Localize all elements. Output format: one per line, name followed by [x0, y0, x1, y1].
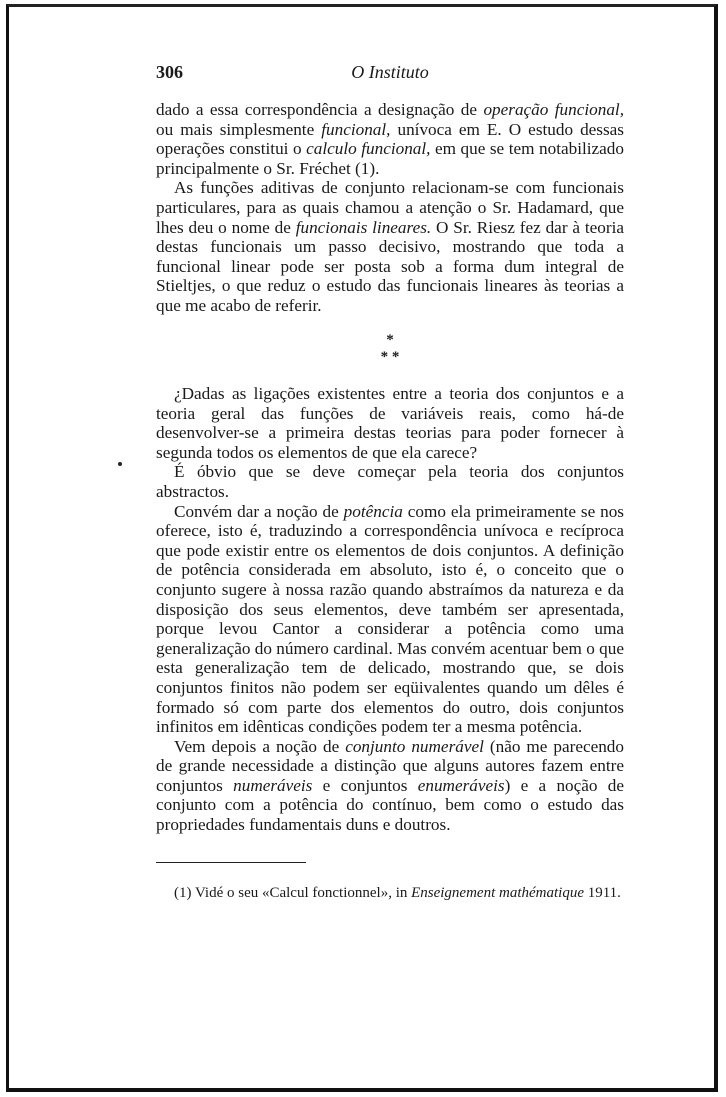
- paragraph: É óbvio que se deve começar pela teoria dos conjuntos abstractos.: [156, 462, 624, 501]
- paragraph: Vem depois a noção de conjunto numerável (não me parecendo de grande necessidade a distinção que alguns autores fazem entre conjuntos numeráveis e conjuntos enumeráveis) e a noção de conjunto com a potência do contínuo, bem como o estudo das propriedades fundamentais duns e doutros.: [156, 736, 624, 835]
- margin-mark: [118, 462, 122, 466]
- paragraph: Convém dar a noção de potência como ela primeiramente se nos oferece, isto é, traduzindo a correspondência unívoca e recíproca que pode existir entre os elementos de dois conjuntos. A definição de potência considerada em absoluto, isto é, o conceito que o conjunto sugere à nossa razão quando abstraímos da natureza e da disposição dos seus elementos, deve também ser apresentada, porque levou Cantor a considerar a potência como uma generalização do número cardinal. Mas convém acentuar bem o que esta generalização tem de delicado, mostrando que, se dois conjuntos finitos não podem ser eqüivalentes quando um dêles é formado só com parte dos elementos do outro, dois conjuntos infinitos em idênticas condições podem ter a mesma potência.: [156, 501, 624, 737]
- section-2: [156, 384, 624, 835]
- paragraph: dado a essa correspondência a designação de operação funcional, ou mais simplesmente funcional, unívoca em E. O estudo dessas operações constitui o calculo funcional, em que se tem notabilizado principalmente o Sr. Fréchet (1).: [156, 100, 624, 178]
- paragraph: ¿Dadas as ligações existentes entre a teoria dos conjuntos e a teoria geral das funções de variáveis reais, como há-de desenvolver-se a primeira destas teorias para poder fornecer à segunda todos os elementos de que ela carece?: [156, 384, 624, 462]
- running-head: O Instituto: [351, 62, 429, 82]
- page-number: 306: [156, 62, 183, 82]
- section-1: [156, 100, 624, 316]
- footnote: (1) Vidé o seu «Calcul fonctionnel», in Enseignement mathématique 1911.: [174, 885, 621, 901]
- footnote-rule: [156, 862, 306, 863]
- page-header: [156, 62, 624, 86]
- section-divider-asterism: * * *: [380, 332, 400, 365]
- paragraph: As funções aditivas de conjunto relacionam-se com funcionais particulares, para as quais chamou a atenção o Sr. Hadamard, que lhes deu o nome de funcionais lineares. O Sr. Riesz fez dar à teoria destas funcionais um passo decisivo, mostrando que toda a funcional linear pode ser posta sob a forma dum integral de Stieltjes, o que reduz o estudo das funcionais lineares às teorias a que me acabo de referir.: [156, 178, 624, 315]
